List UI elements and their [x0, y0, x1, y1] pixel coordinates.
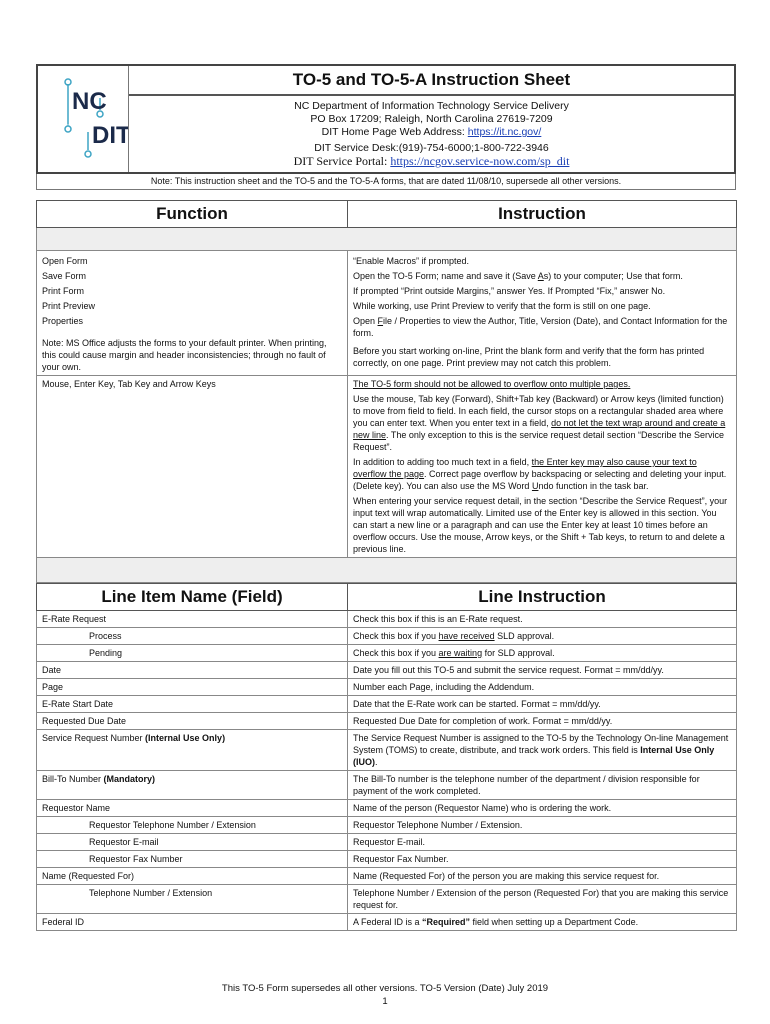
shaded-divider [37, 228, 737, 251]
table-row: E-Rate Start Date Date that the E-Rate work can be started. Format = mm/dd/yy. [37, 696, 737, 713]
nc-dit-logo [38, 66, 129, 172]
svg-text:DIT: DIT [92, 122, 128, 149]
web-address: DIT Home Page Web Address: https://it.nc.gov/ [321, 126, 542, 138]
header-box [36, 64, 736, 174]
form-page [36, 64, 736, 931]
table-row: Date Date you fill out this TO-5 and submit the service request. Format = mm/dd/yy. [37, 662, 737, 679]
service-portal: DIT Service Portal: https://ncgov.service-now.com/sp_dit [293, 154, 570, 168]
printer-instruction: Before you start working on-line, Print the blank form and verify that the form has printed correctly, on one page. Print preview may not catch this problem. [353, 346, 705, 368]
table-row: Process Check this box if you have received SLD approval. [37, 628, 737, 645]
portal-link[interactable]: https://ncgov.service-now.com/sp_dit [390, 154, 570, 168]
function-list: Open Form Save Form Print Form Print Preview Properties Note: MS Office adjusts the forms to your default printer. When printing, this could cause margin and header inconsistencies; through no fault of your own. [37, 251, 348, 376]
table-row: Requestor Fax Number Requestor Fax Number. [37, 851, 737, 868]
line-item-table [36, 583, 737, 931]
table-row: E-Rate Request Check this box if this is an E-Rate request. [37, 611, 737, 628]
header-text [129, 66, 734, 172]
table-row: Name (Requested For) Name (Requested For) of the person you are making this service request for. [37, 868, 737, 885]
keys-instructions: The TO-5 form should not be allowed to overflow onto multiple pages. Use the mouse, Tab key (Forward), Shift+Tab key (Backward) or Arrow keys (limited function) to move from field to field. In each field, the cursor stops on a rectangular shaded area where you can enter text. When you enter text in a field, do not let the text wrap around and create a new line. The only exception to this is the service request detail section “Describe the Service Request”. In addition to adding too much text in a field, the Enter key may also cause your text to overflow the page. Correct page overflow by backspacing or selecting and deleting your input. (Delete key). You can also use the MS Word Undo function in the task bar. When entering your service request detail, in the section “Describe the Service Request”, your input text will wrap automatically. Limited use of the Enter key is allowed in this section. You can start a new line or a paragraph and can use the Enter key at least 10 times before an overflow occurs. Use the mouse, Arrow keys, or the Shift + Tab keys, to return to and delete a previous line. [348, 376, 737, 558]
table-row: Federal ID A Federal ID is a “Required” field when setting up a Department Code. [37, 914, 737, 931]
nc-dit-logo-mark [38, 66, 128, 172]
table-row: Bill-To Number (Mandatory) The Bill-To number is the telephone number of the department / division responsible for payment of the work completed. [37, 771, 737, 800]
svg-text:NC: NC [72, 88, 107, 115]
po-box: PO Box 17209; Raleigh, North Carolina 27619-7209 [310, 113, 553, 125]
keys-label: Mouse, Enter Key, Tab Key and Arrow Keys [37, 376, 348, 558]
page-title: TO-5 and TO-5-A Instruction Sheet [129, 66, 734, 96]
address-block [129, 96, 734, 168]
footer-version: This TO-5 Form supersedes all other versions. TO-5 Version (Date) July 2019 [221, 983, 549, 994]
shaded-divider-2 [37, 558, 737, 583]
table-row: Service Request Number (Internal Use Only) The Service Request Number is assigned to the TO-5 by the Technology On-line Management System (TOMS) to create, distribute, and track work orders. This field is Internal Use Only (IUO). [37, 730, 737, 771]
page-footer [0, 982, 770, 1008]
table-row: Page Number each Page, including the Addendum. [37, 679, 737, 696]
service-desk: DIT Service Desk:(919)-754-6000;1-800-722-3946 [314, 142, 549, 154]
instruction-list: “Enable Macros” if prompted. Open the TO-5 Form; name and save it (Save As) to your computer; Use that form. If prompted “Print outside Margins,” answer Yes. If Prompted “Fix,” answer No. While working, use Print Preview to verify that the form is still on one page. Open File / Properties to view the Author, Title, Version (Date), and Contact Information for the form. Before you start working on-line, Print the blank form and verify that the form has printed correctly, on one page. Print preview may not catch this problem. [348, 251, 737, 376]
line-item-header: Line Item Name (Field) [37, 584, 348, 611]
function-table [36, 190, 737, 583]
function-header: Function [37, 201, 348, 228]
table-row: Requestor Name Name of the person (Requestor Name) who is ordering the work. [37, 800, 737, 817]
table-row: Requestor E-mail Requestor E-mail. [37, 834, 737, 851]
version-note: Note: This instruction sheet and the TO-5 and the TO-5-A forms, that are dated 11/08/10, supersede all other versions. [36, 174, 736, 190]
table-row: Requestor Telephone Number / Extension Requestor Telephone Number / Extension. [37, 817, 737, 834]
org-name: NC Department of Information Technology Service Delivery [294, 100, 569, 112]
line-instruction-header: Line Instruction [348, 584, 737, 611]
printer-note: Note: MS Office adjusts the forms to your default printer. When printing, this could cause margin and header inconsistencies; through no fault of your own. [42, 338, 327, 372]
web-link[interactable]: https://it.nc.gov/ [467, 126, 542, 138]
instruction-header: Instruction [348, 201, 737, 228]
table-row: Requested Due Date Requested Due Date for completion of work. Format = mm/dd/yy. [37, 713, 737, 730]
table-row: Pending Check this box if you are waiting for SLD approval. [37, 645, 737, 662]
page-number: 1 [382, 996, 388, 1007]
table-row: Telephone Number / Extension Telephone Number / Extension of the person (Requested For) that you are making this service request for. [37, 885, 737, 914]
